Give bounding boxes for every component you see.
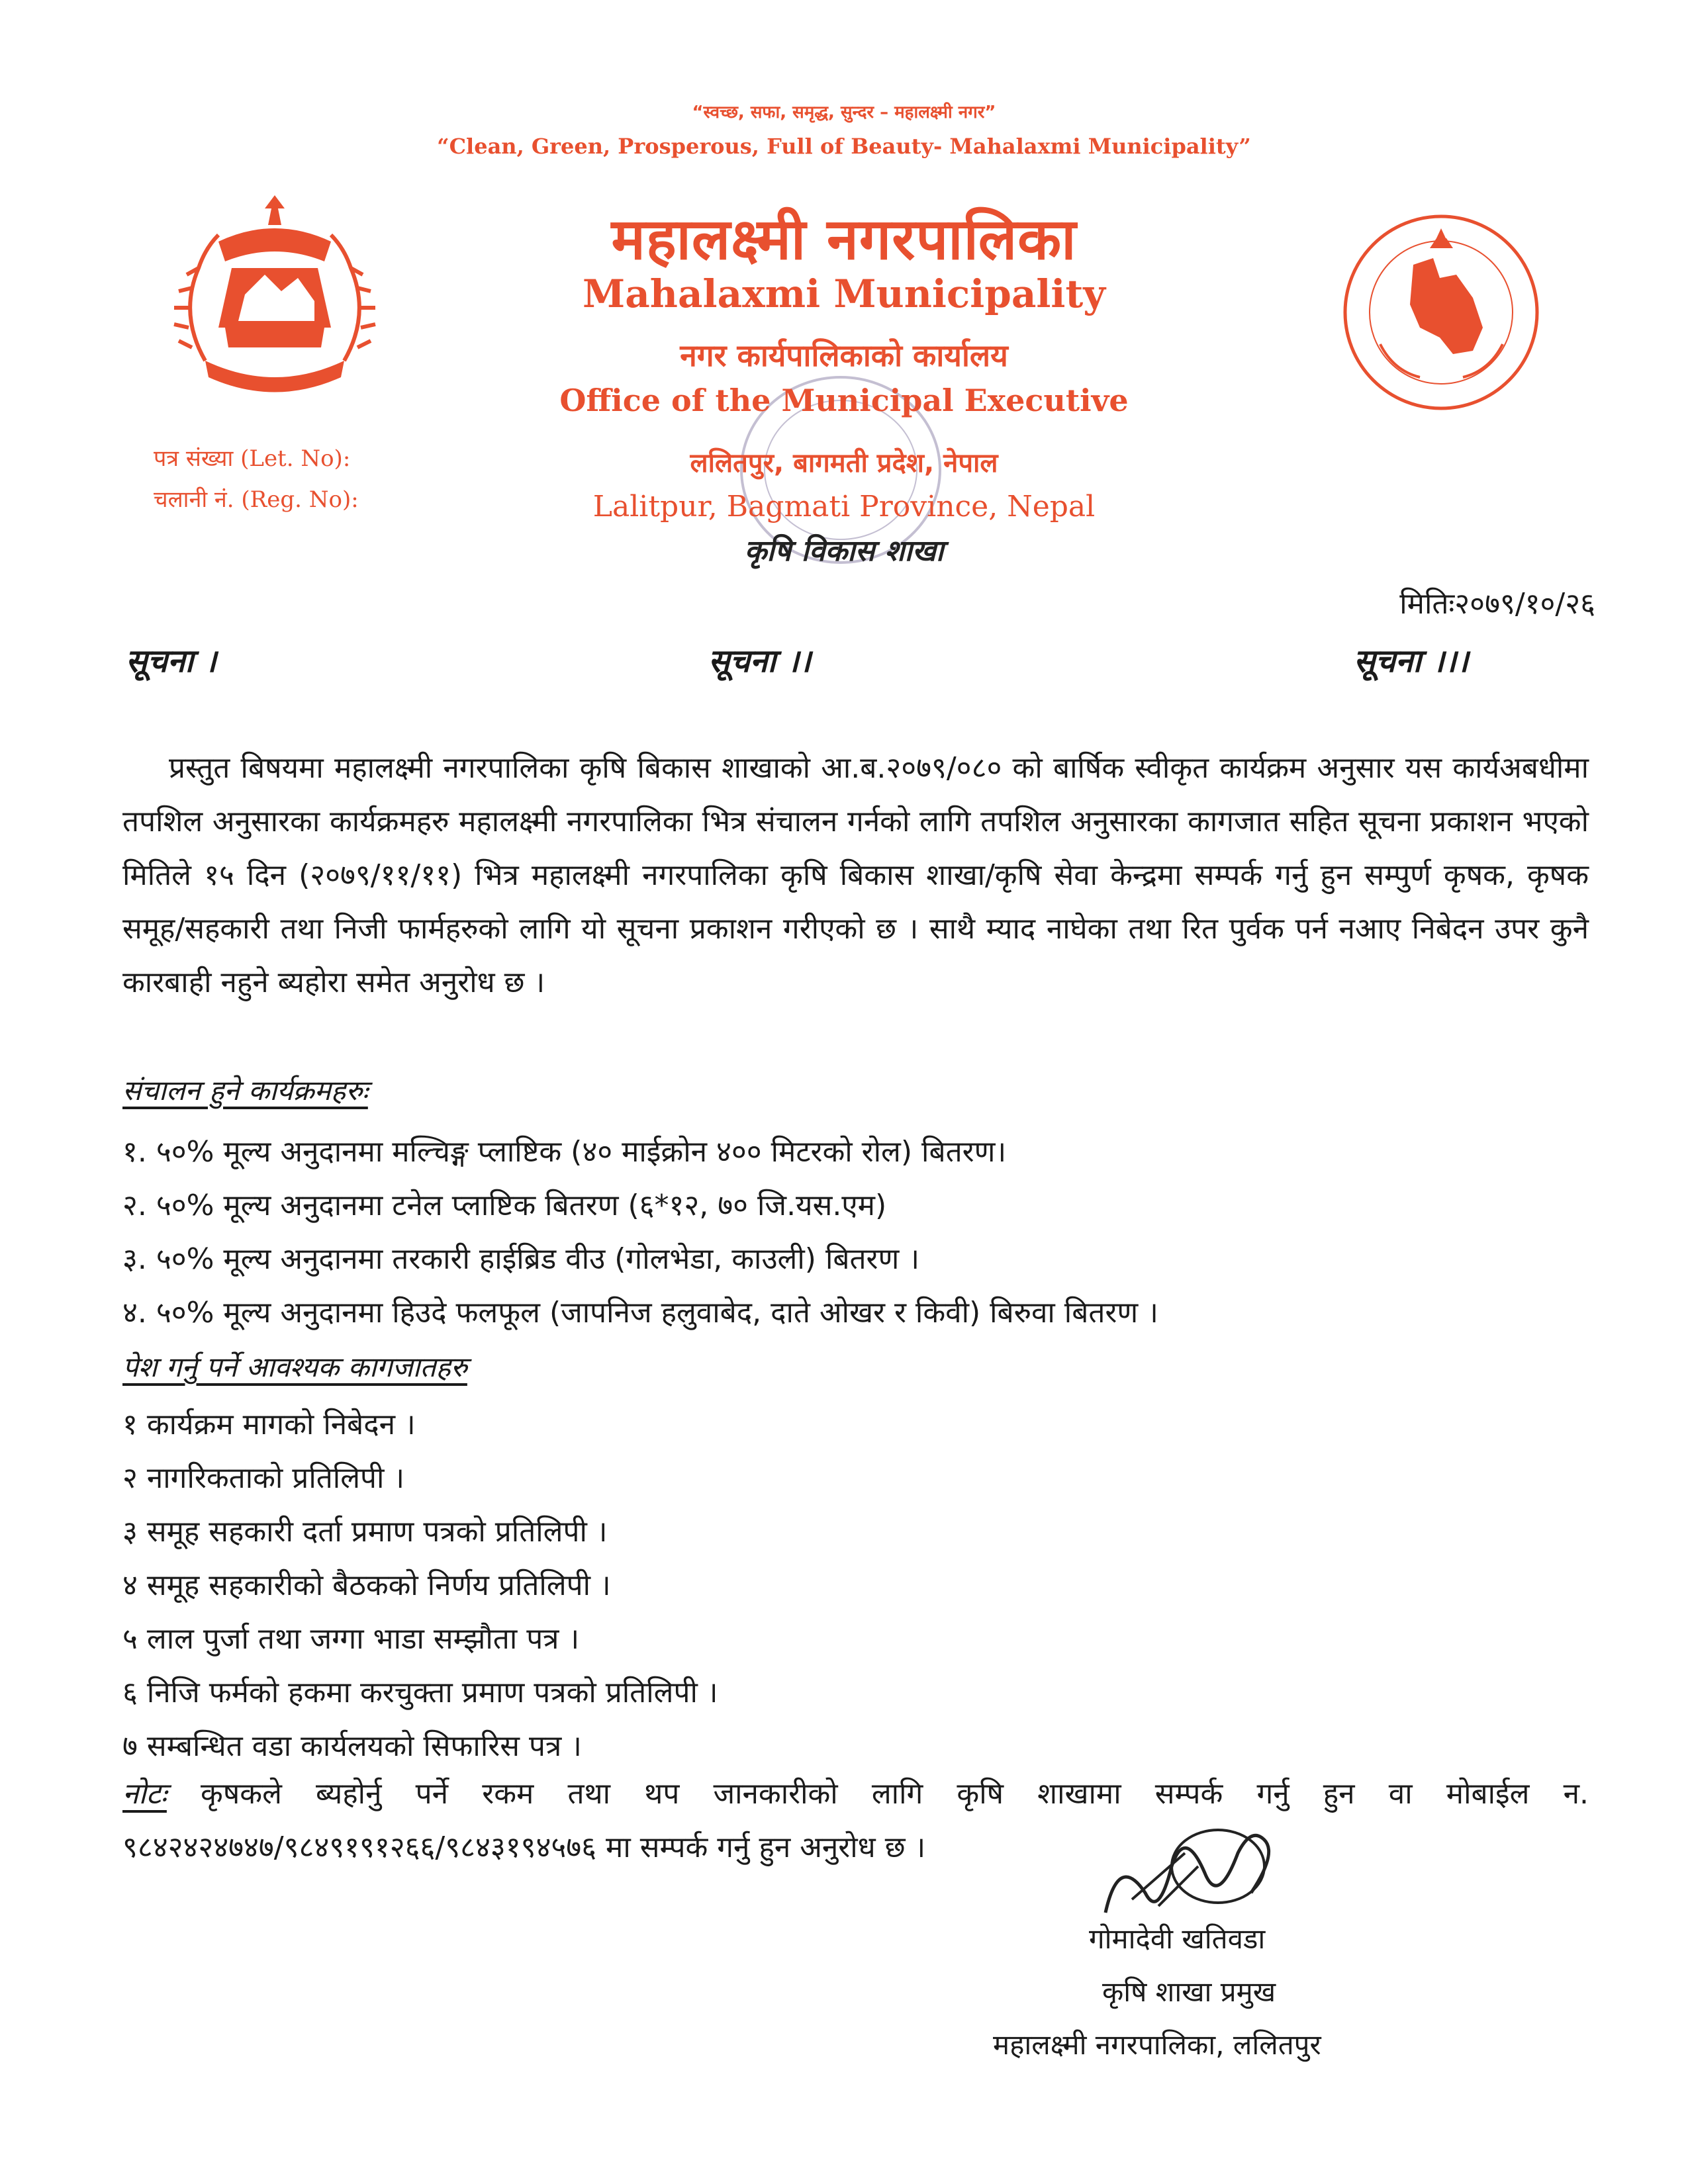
documents-list [122, 1398, 1579, 1773]
notice-body-text: प्रस्तुत बिषयमा महालक्ष्मी नगरपालिका कृषि बिकास शाखाको आ.ब.२०७९/०८० को बार्षिक स्वीकृत कार्यक्रम अनुसार यस कार्यअबधीमा तपशिल अनुसारका कार्यक्रमहरु महालक्ष्मी नगरपालिका भित्र संचालन गर्नको लागि तपशिल अनुसारका कागजात सहित सूचना प्रकाशन भएको मितिले १५ दिन (२०७९/११/११) भित्र महालक्ष्मी नगरपालिका कृषि बिकास शाखा/कृषि सेवा केन्द्रमा सम्पर्क गर्नु हुन सम्पुर्ण कृषक, कृषक समूह/सहकारी तथा निजी फार्महरुको लागि यो सूचना प्रकाशन गरीएको छ । साथै म्याद नाघेका तथा रित पुर्वक पर्न नआए निबेदन उपर कुनै कारबाही नहुने ब्यहोरा समेत अनुरोध छ । [122, 751, 1589, 999]
document-item: २ नागरिकताको प्रतिलिपी । [122, 1461, 405, 1495]
note-text: कृषकले ब्यहोर्नु पर्ने रकम तथा थप जानकारीको लागि कृषि शाखामा सम्पर्क गर्नु हुन वा मोबाईल न. ९८४२४२४७४७/९८४९१९१२६६/९८४३१९४५७६ मा सम्पर्क गर्नु हुन अनुरोध छ । [122, 1777, 1589, 1864]
address-nepali: ललितपुर, बागमती प्रदेश, नेपाल [690, 448, 998, 478]
signatory-organization: महालक्ष्मी नगरपालिका, ललितपुर [993, 2028, 1321, 2061]
document-item: ३ समूह सहकारी दर्ता प्रमाण पत्रको प्रतिलिपी । [122, 1515, 608, 1549]
address-english: Lalitpur, Bagmati Province, Nepal [592, 490, 1096, 523]
document-item: ६ निजि फर्मको हकमा करचुक्ता प्रमाण पत्रको प्रतिलिपी । [122, 1676, 718, 1709]
office-name-nepali: नगर कार्यपालिकाको कार्यालय [680, 338, 1008, 373]
letter-number-label: पत्र संख्या (Let. No): [154, 445, 351, 472]
documents-heading: पेश गर्नु पर्ने आवश्यक कागजातहरु [122, 1351, 467, 1383]
motto-nepali: “स्वच्छ, सफा, समृद्ध, सुन्दर – महालक्ष्मी नगर” [692, 103, 996, 122]
notice-body [122, 741, 1589, 1009]
office-name-english: Office of the Municipal Executive [559, 383, 1129, 418]
document-item: ७ सम्बन्धित वडा कार्यलयको सिफारिस पत्र । [122, 1729, 582, 1763]
municipality-name-nepali: महालक्ष्मी नगरपालिका [611, 206, 1077, 273]
municipality-name-english: Mahalaxmi Municipality [583, 271, 1105, 316]
note-paragraph [122, 1767, 1589, 1874]
program-item: १. ५०% मूल्य अनुदानमा मल्चिङ्ग प्लाष्टिक (४० माईक्रोन ४०० मिटरको रोल) बितरण। [122, 1135, 1007, 1169]
document-item: ४ समूह सहकारीको बैठकको निर्णय प्रतिलिपी । [122, 1569, 611, 1602]
signatory-name: गोमादेवी खतिवडा [1089, 1923, 1266, 1955]
program-item: ४. ५०% मूल्य अनुदानमा हिउदे फलफूल (जापनिज हलुवाबेद, दाते ओखर र किवी) बिरुवा बितरण । [122, 1296, 1158, 1330]
signatory-title: कृषि शाखा प्रमुख [1102, 1976, 1276, 2008]
programs-heading: संचालन हुने कार्यक्रमहरुः [122, 1074, 368, 1107]
document-item: १ कार्यक्रम मागको निबेदन । [122, 1408, 416, 1441]
notice-heading-3: सूचना ।।। [1354, 643, 1469, 680]
program-item: २. ५०% मूल्य अनुदानमा टनेल प्लाष्टिक बितरण (६*१२, ७० जि.यस.एम) [122, 1189, 887, 1222]
notice-heading-2: सूचना ।। [708, 643, 812, 680]
motto-english: “Clean, Green, Prosperous, Full of Beauty- Mahalaxmi Municipality” [437, 134, 1251, 159]
document-date: मितिः२०७९/१०/२६ [1399, 587, 1595, 621]
programs-list [122, 1125, 1579, 1340]
notice-heading-1: सूचना । [126, 643, 216, 680]
note-label: नोटः [122, 1777, 167, 1811]
document-item: ५ लाल पुर्जा तथा जग्गा भाडा सम्झौता पत्र । [122, 1622, 580, 1656]
registration-number-label: चलानी नं. (Reg. No): [154, 486, 359, 513]
branch-name: कृषि विकास शाखा [744, 534, 944, 568]
program-item: ३. ५०% मूल्य अनुदानमा तरकारी हाईब्रिड वीउ (गोलभेडा, काउली) बितरण । [122, 1242, 920, 1276]
